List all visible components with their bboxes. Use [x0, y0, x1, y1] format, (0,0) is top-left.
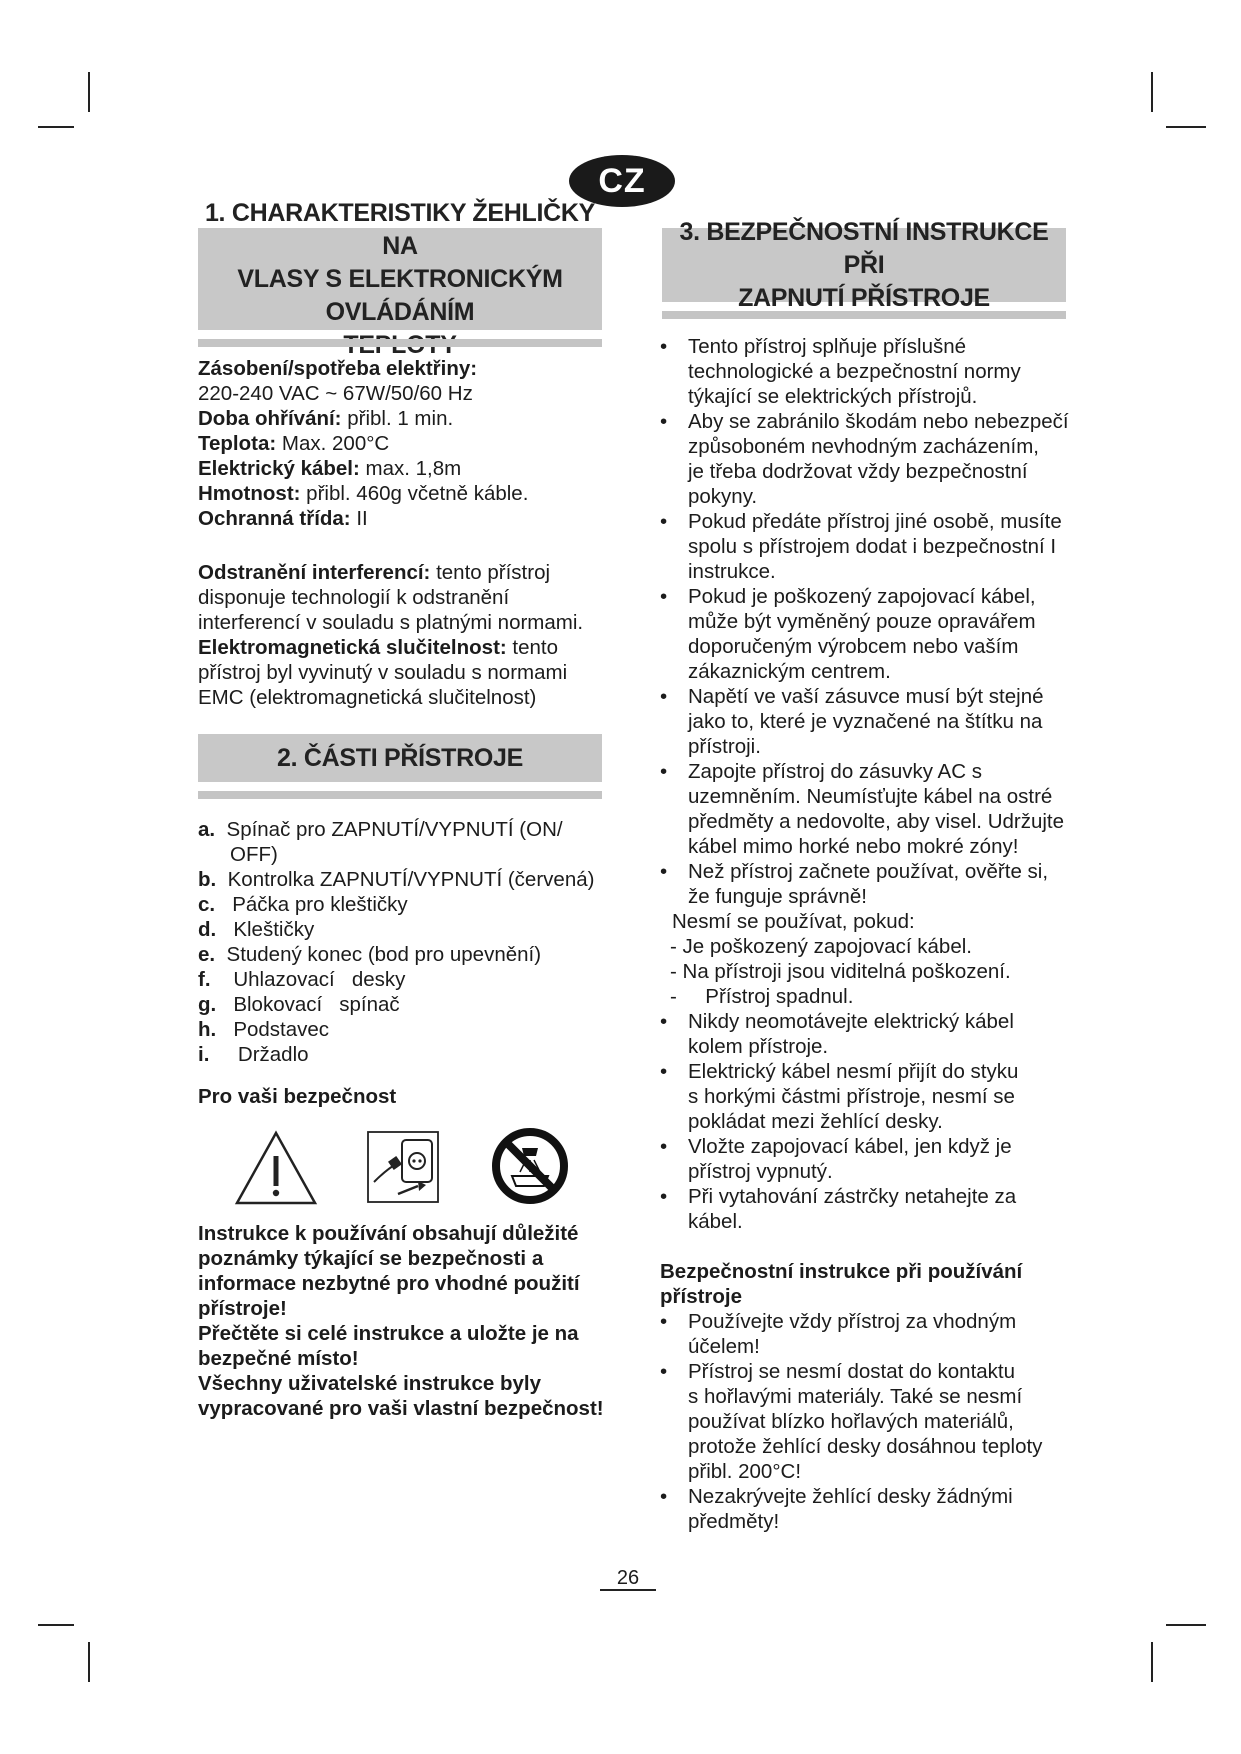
text-line: s hořlavými materiály. Také se nesmí	[688, 1385, 1023, 1408]
spec-line: Ochranná třída: II	[198, 507, 368, 530]
text-line: • Aby se zabránilo škodám nebo nebezpečí	[660, 410, 1069, 433]
text-line: bezpečné místo!	[198, 1347, 359, 1370]
bullet-icon: •	[660, 1060, 668, 1083]
right-column-text	[660, 334, 1080, 1534]
text-line: Instrukce k používání obsahují důležité	[198, 1222, 579, 1245]
crop-mark	[88, 72, 90, 112]
text-line: kábel mimo horké nebo mokré zóny!	[688, 835, 1019, 858]
section1-heading	[198, 198, 602, 330]
text-line: přístroj vypnutý.	[688, 1160, 833, 1183]
text-line: vypracované pro vaši vlastní bezpečnost!	[198, 1397, 604, 1420]
text-line: může být vyměněný pouze opravářem	[688, 610, 1036, 633]
text-line: doporučeným výrobcem nebo vaším	[688, 635, 1019, 658]
heading-underbar	[198, 791, 602, 799]
text-line: přibl. 200°C!	[688, 1460, 802, 1483]
list-item-cont: OFF)	[230, 843, 278, 866]
bullet-icon: •	[660, 410, 668, 433]
text-line: je třeba dodržovat vždy bezpečnostní	[688, 460, 1028, 483]
text-line: • Zapojte přístroj do zásuvky AC s	[660, 760, 982, 783]
spec-line: Hmotnost: přibl. 460g včetně káble.	[198, 482, 529, 505]
heading-underbar	[662, 311, 1066, 319]
text-line: zákaznickým centrem.	[688, 660, 891, 683]
text-line: používat blízko hořlavých materiálů,	[688, 1410, 1014, 1433]
parts-list	[198, 817, 594, 1067]
spec-line: Doba ohřívání: přibl. 1 min.	[198, 407, 454, 430]
text-line: poznámky týkající se bezpečnosti a	[198, 1247, 544, 1270]
spec-line: 220-240 VAC ~ 67W/50/60 Hz	[198, 382, 473, 405]
bullet-icon: •	[660, 1010, 668, 1033]
specs-block	[198, 356, 528, 531]
text-line: - Na přístroji jsou viditelná poškození.	[670, 960, 1011, 983]
bullet-icon: •	[660, 760, 668, 783]
heading-line: 1. CHARAKTERISTIKY ŽEHLIČKY NA	[204, 198, 596, 260]
text-line: přístroje!	[198, 1297, 287, 1320]
list-item: b. Kontrolka ZAPNUTÍ/VYPNUTÍ (červená)	[198, 868, 595, 891]
text-line: • Než přístroj začnete používat, ověřte si,	[660, 860, 1049, 883]
text-line: • Nikdy neomotávejte elektrický kábel	[660, 1010, 1014, 1033]
list-item: g. Blokovací spínač	[198, 993, 400, 1016]
list-item: e. Studený konec (bod pro upevnění)	[198, 943, 542, 966]
list-item: f. Uhlazovací desky	[198, 968, 406, 991]
text-line: přístroj byl vyvinutý v souladu s normami	[198, 661, 568, 684]
warning-triangle-icon	[234, 1130, 318, 1206]
text-line: technologické a bezpečnostní normy	[688, 360, 1021, 383]
text-line: interferencí v souladu s platnými normami.	[198, 611, 584, 634]
text-line: protože žehlící desky dosáhnou teploty	[688, 1435, 1043, 1458]
text-line: instrukce.	[688, 560, 776, 583]
bullet-icon: •	[660, 1185, 668, 1208]
text-line: že funguje správně!	[688, 885, 867, 908]
text-line: kolem přístroje.	[688, 1035, 829, 1058]
bullet-icon: •	[660, 585, 668, 608]
safety-notice	[198, 1221, 604, 1421]
text-line: spolu s přístrojem dodat i bezpečnostní I	[688, 535, 1057, 558]
text-line: • Nezakrývejte žehlící desky žádnými	[660, 1485, 1013, 1508]
text-line: přístroji.	[688, 735, 761, 758]
text-line: - Přístroj spadnul.	[670, 985, 854, 1008]
text-line: způsoboném nevhodným zacházením,	[688, 435, 1039, 458]
text-line: účelem!	[688, 1335, 760, 1358]
text-line: předměty!	[688, 1510, 780, 1533]
list-item: a. Spínač pro ZAPNUTÍ/VYPNUTÍ (ON/	[198, 818, 563, 841]
crop-mark	[1151, 1642, 1153, 1682]
heading-line: 3. BEZPEČNOSTNÍ INSTRUKCE PŘI	[679, 217, 1049, 279]
list-item: h. Podstavec	[198, 1018, 330, 1041]
text-line: informace nezbytné pro vhodné použití	[198, 1272, 580, 1295]
text-line: • Napětí ve vaší zásuvce musí být stejné	[660, 685, 1044, 708]
language-badge: CZ	[569, 155, 675, 207]
text-line: Bezpečnostní instrukce při používání	[660, 1260, 1023, 1283]
crop-mark	[1166, 1624, 1206, 1626]
text-line: Nesmí se používat, pokud:	[672, 910, 915, 933]
text-line: jako to, které je vyznačené na štítku na	[688, 710, 1043, 733]
crop-mark	[38, 1624, 74, 1626]
text-line: • Při vytahování zástrčky netahejte za	[660, 1185, 1017, 1208]
text-line: uzemněním. Neumísťujte kábel na ostré	[688, 785, 1053, 808]
text-line: přístroje	[660, 1285, 743, 1308]
text-line: Odstranění interferencí: tento přístroj	[198, 561, 551, 584]
text-line: týkající se elektrických přístrojů.	[688, 385, 978, 408]
heading-line: ZAPNUTÍ PŘÍSTROJE	[738, 283, 990, 312]
text-line: pokládat mezi žehlící desky.	[688, 1110, 943, 1133]
text-line: disponuje technologií k odstranění	[198, 586, 510, 609]
text-line: • Tento přístroj splňuje příslušné	[660, 335, 967, 358]
text-line: Přečtěte si celé instrukce a uložte je na	[198, 1322, 579, 1345]
bullet-icon: •	[660, 1135, 668, 1158]
section2-heading	[198, 734, 602, 782]
crop-mark	[1151, 72, 1153, 112]
spec-line: Zásobení/spotřeba elektřiny:	[198, 357, 478, 380]
text-line: - Je poškozený zapojovací kábel.	[670, 935, 972, 958]
text-line: • Pokud je poškozený zapojovací kábel,	[660, 585, 1036, 608]
text-line: s horkými částmi přístroje, nesmí se	[688, 1085, 1015, 1108]
spec-line: Teplota: Max. 200°C	[198, 432, 390, 455]
text-line: předměty a nedovolte, aby visel. Udržujte	[688, 810, 1065, 833]
text-line: • Vložte zapojovací kábel, jen když je	[660, 1135, 1012, 1158]
list-item: c. Páčka pro kleštičky	[198, 893, 408, 916]
crop-mark	[88, 1642, 90, 1682]
no-water-icon	[490, 1126, 570, 1206]
crop-mark	[38, 126, 74, 128]
heading-line: 2. ČÁSTI PŘÍSTROJE	[276, 743, 524, 772]
bullet-icon: •	[660, 685, 668, 708]
text-line: pokyny.	[688, 485, 758, 508]
list-item: i. Držadlo	[198, 1043, 309, 1066]
text-line: EMC (elektromagnetická slučitelnost)	[198, 686, 537, 709]
bullet-icon: •	[660, 1360, 668, 1383]
text-line: • Používejte vždy přístroj za vhodným	[660, 1310, 1017, 1333]
safety-heading: Pro vaši bezpečnost	[198, 1085, 397, 1108]
interference-block	[198, 560, 583, 710]
text-line: Elektromagnetická slučitelnost: tento	[198, 636, 559, 659]
text-line: • Elektrický kábel nesmí přijít do styku	[660, 1060, 1019, 1083]
page-number: 26	[600, 1567, 656, 1591]
text-line: kábel.	[688, 1210, 743, 1233]
list-item: d. Kleštičky	[198, 918, 315, 941]
bullet-icon: •	[660, 510, 668, 533]
text-line: • Přístroj se nesmí dostat do kontaktu	[660, 1360, 1016, 1383]
bullet-icon: •	[660, 335, 668, 358]
heading-underbar	[198, 339, 602, 347]
unplug-icon	[366, 1130, 440, 1204]
bullet-icon: •	[660, 1485, 668, 1508]
text-line: Všechny uživatelské instrukce byly	[198, 1372, 541, 1395]
section3-heading	[662, 217, 1066, 312]
crop-mark	[1166, 126, 1206, 128]
spec-line: Elektrický kábel: max. 1,8m	[198, 457, 462, 480]
text-line: • Pokud předáte přístroj jiné osobě, musíte	[660, 510, 1062, 533]
heading-line: VLASY S ELEKTRONICKÝM OVLÁDÁNÍM	[237, 264, 563, 326]
bullet-icon: •	[660, 860, 668, 883]
bullet-icon: •	[660, 1310, 668, 1333]
